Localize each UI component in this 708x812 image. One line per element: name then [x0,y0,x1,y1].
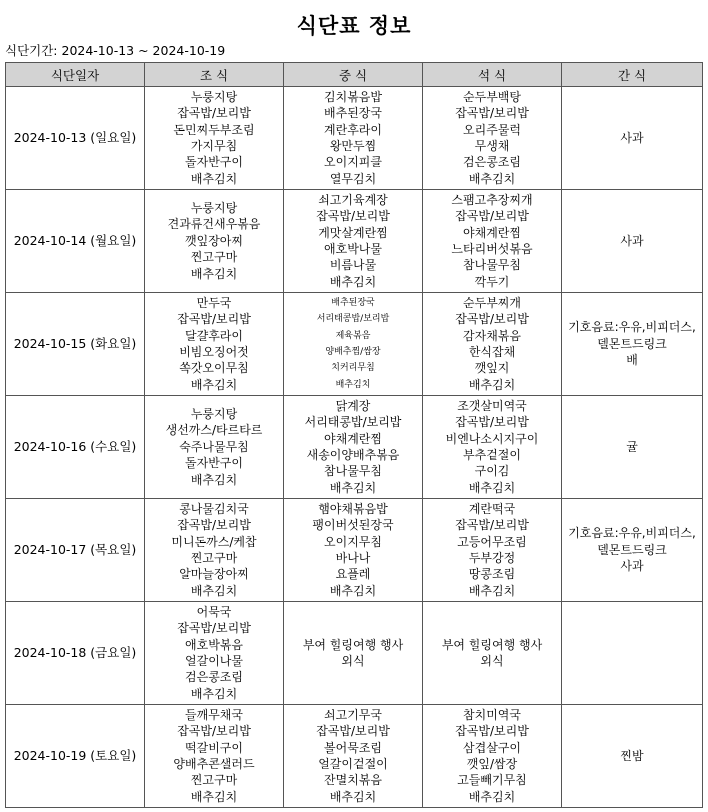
menu-item: 견과류건새우볶음 [167,217,261,232]
menu-item: 미니돈까스/케찹 [171,534,257,549]
breakfast-cell [145,499,284,602]
breakfast-cell [145,705,284,808]
menu-item: 부여 힐링여행 행사 [441,637,543,652]
lunch-cell [284,190,423,293]
menu-item: 요플레 [335,567,371,582]
menu-item: 잡곡밥/보리밥 [177,106,251,121]
menu-item: 사과 [620,559,644,574]
menu-item: 삼겹살구이 [463,740,521,755]
menu-item: 어묵국 [196,604,232,619]
lunch-cell [284,396,423,499]
menu-item: 순두부찌개 [463,295,521,310]
table-row [6,499,703,602]
menu-item: 볼어묵조림 [324,740,382,755]
menu-item: 바나나 [335,551,371,565]
menu-item: 땅콩조림 [468,567,516,582]
menu-item: 참나물무침 [463,258,521,273]
menu-item: 잡곡밥/보리밥 [177,724,251,739]
menu-item: 콩나물김치국 [179,501,249,516]
menu-item: 배추김치 [329,583,377,598]
breakfast-cell [145,602,284,705]
menu-item: 가지무침 [190,139,238,153]
page-title: 식단표 정보 [296,14,412,38]
breakfast-cell [145,293,284,396]
menu-item: 참나물무침 [324,464,382,479]
header-snack: 간 식 [562,63,703,87]
menu-item: 돌자반구이 [185,456,243,471]
menu-item: 잡곡밥/보리밥 [455,724,529,739]
menu-item: 귤 [626,439,638,454]
menu-item: 배추김치 [190,583,238,598]
menu-item: 배추김치 [468,171,516,186]
menu-item: 참치미역국 [463,707,521,722]
menu-item: 쇠고기육계장 [318,192,388,207]
snack-cell [562,499,703,602]
menu-item: 알마늘장아찌 [179,567,249,582]
breakfast-cell [145,396,284,499]
menu-item: 느타리버섯볶음 [451,242,533,256]
menu-item: 제육볶음 [335,330,371,341]
menu-item: 고등어무조림 [457,534,527,549]
menu-item: 오이지무침 [324,534,382,549]
menu-item: 누룽지탕 [190,89,238,104]
snack-cell [562,190,703,293]
breakfast-cell [145,87,284,190]
menu-item: 배추김치 [190,472,238,487]
menu-item: 배추김치 [468,583,516,598]
menu-item: 배추김치 [468,480,516,495]
menu-item: 비름나물 [329,258,377,273]
menu-item: 누룽지탕 [190,406,238,421]
menu-item: 순두부백탕 [463,89,521,104]
dinner-cell [423,705,562,808]
menu-item: 기호음료:우유,비피더스, [568,320,696,335]
table-row [6,705,703,808]
menu-item: 팽이버섯된장국 [312,518,394,533]
menu-item: 게맛살계란찜 [318,225,388,240]
menu-item: 잡곡밥/보리밥 [177,621,251,636]
menu-item: 사과 [620,233,644,248]
menu-item: 잡곡밥/보리밥 [455,415,529,430]
menu-item: 잡곡밥/보리밥 [316,724,390,739]
date-cell: 2024-10-17 (목요일) [6,499,145,602]
menu-item: 찐밤 [620,748,644,763]
menu-item: 배추김치 [468,789,516,804]
menu-item: 깻잎/쌈장 [466,757,518,771]
menu-item: 생선까스/타르타르 [165,423,263,438]
menu-item: 야채계란찜 [324,431,382,446]
menu-item: 부여 힐링여행 행사 [302,637,404,652]
meal-period: 식단기간: 2024-10-13 ~ 2024-10-19 [5,43,226,58]
menu-item: 배추김치 [329,789,377,804]
menu-item: 한식잡채 [468,345,516,359]
lunch-cell [284,499,423,602]
menu-item: 잡곡밥/보리밥 [455,106,529,121]
dinner-cell [423,396,562,499]
menu-item: 델몬트드링크 [597,542,667,557]
table-row [6,87,703,190]
menu-item: 깻잎장아찌 [185,233,243,248]
menu-item: 떡갈비구이 [185,740,243,755]
menu-item: 서리태콩밥/보리밥 [316,314,390,325]
menu-item: 찐고구마 [190,551,238,565]
date-cell: 2024-10-13 (일요일) [6,87,145,190]
menu-item: 부추겉절이 [463,448,521,462]
menu-item: 돌자반구이 [185,155,243,170]
menu-item: 배추된장국 [324,106,382,121]
menu-item: 배추김치 [190,686,238,701]
date-cell: 2024-10-19 (토요일) [6,705,145,808]
menu-item: 쇠고기무국 [324,707,382,722]
date-cell: 2024-10-14 (월요일) [6,190,145,293]
menu-item: 햄야채볶음밥 [318,501,388,516]
dinner-cell [423,190,562,293]
menu-item: 기호음료:우유,비피더스, [568,526,696,541]
table-row [6,602,703,705]
menu-item: 돈민찌두부조림 [173,122,255,137]
menu-item: 오이지피클 [324,155,382,170]
menu-item: 감자채볶음 [463,328,521,343]
menu-item: 찐고구마 [190,250,238,265]
lunch-cell [284,87,423,190]
menu-item: 깻잎지 [474,361,510,376]
table-row [6,190,703,293]
dinner-cell [423,87,562,190]
menu-item: 잡곡밥/보리밥 [455,312,529,327]
table-header-row [6,63,703,87]
menu-item: 잡곡밥/보리밥 [177,518,251,533]
menu-item: 김치볶음밥 [324,89,382,104]
dinner-cell [423,293,562,396]
menu-item: 양배추찜/쌈장 [325,347,381,357]
menu-item: 검은콩조림 [185,670,243,685]
menu-item: 배추김치 [468,377,516,392]
lunch-cell [284,602,423,705]
menu-item: 외식 [341,654,365,668]
menu-item: 배추김치 [190,266,238,281]
menu-item: 열무김치 [329,171,377,186]
header-lunch: 중 식 [284,63,423,87]
menu-item: 검은콩조림 [463,155,521,170]
menu-item: 숙주나물무침 [179,439,249,454]
dinner-cell [423,499,562,602]
menu-item: 고들빼기무침 [457,773,527,788]
menu-item: 새송이양배추볶음 [306,448,400,462]
lunch-cell [284,705,423,808]
menu-item: 계란떡국 [468,501,516,516]
menu-item: 구이김 [474,464,510,479]
menu-item: 외식 [480,654,504,668]
menu-item: 배추김치 [190,171,238,186]
menu-item: 오리주물럭 [463,122,521,137]
date-cell: 2024-10-18 (금요일) [6,602,145,705]
menu-item: 델몬트드링크 [597,336,667,351]
table-row [6,293,703,396]
menu-item: 찐고구마 [190,773,238,788]
date-cell: 2024-10-16 (수요일) [6,396,145,499]
menu-item: 무생채 [474,139,510,153]
menu-item: 배추김치 [329,274,377,289]
menu-item: 치커리무침 [331,363,375,374]
menu-item: 만두국 [196,295,232,310]
snack-cell [562,87,703,190]
menu-item: 조갯살미역국 [457,398,527,413]
menu-item: 야채계란찜 [463,225,521,240]
menu-item: 배추김치 [329,480,377,495]
menu-item: 양배추콘샐러드 [173,757,255,771]
date-cell: 2024-10-15 (화요일) [6,293,145,396]
menu-item: 배추김치 [190,789,238,804]
menu-item: 배추된장국 [331,297,375,308]
menu-item: 스팸고추장찌개 [451,192,533,207]
lunch-cell [284,293,423,396]
meal-table [5,62,703,808]
menu-item: 비빔오징어젓 [179,345,249,359]
menu-item: 잡곡밥/보리밥 [177,312,251,327]
menu-item: 들깨무채국 [185,707,243,722]
dinner-cell [423,602,562,705]
menu-item: 애호박볶음 [185,637,243,652]
menu-item: 누룽지탕 [190,200,238,215]
header-breakfast: 조 식 [145,63,284,87]
menu-item: 왕만두찜 [329,139,377,153]
header-dinner: 석 식 [423,63,562,87]
menu-item: 쏙갓오이무침 [179,361,249,376]
snack-cell [562,705,703,808]
table-row [6,396,703,499]
menu-item: 깍두기 [474,274,510,289]
menu-item: 달걀후라이 [185,328,243,343]
menu-item: 배추김치 [190,377,238,392]
menu-item: 서리태콩밥/보리밥 [304,415,402,430]
menu-item: 얼갈이겉절이 [318,757,388,771]
menu-item: 배추김치 [335,379,371,390]
menu-item: 잡곡밥/보리밥 [316,209,390,224]
menu-item: 애호박나물 [324,242,382,256]
menu-item: 배 [626,353,638,368]
menu-item: 사과 [620,130,644,145]
snack-cell [562,602,703,705]
menu-item: 두부강정 [468,551,516,565]
snack-cell [562,396,703,499]
snack-cell [562,293,703,396]
menu-item: 비엔나소시지구이 [445,431,539,446]
menu-item: 잡곡밥/보리밥 [455,209,529,224]
menu-item: 닭계장 [335,398,371,413]
header-date: 식단일자 [6,63,145,87]
menu-item: 얼갈이나물 [185,654,243,668]
menu-item: 잡곡밥/보리밥 [455,518,529,533]
menu-item: 잔멸치볶음 [324,773,382,788]
breakfast-cell [145,190,284,293]
menu-item: 계란후라이 [324,122,382,137]
